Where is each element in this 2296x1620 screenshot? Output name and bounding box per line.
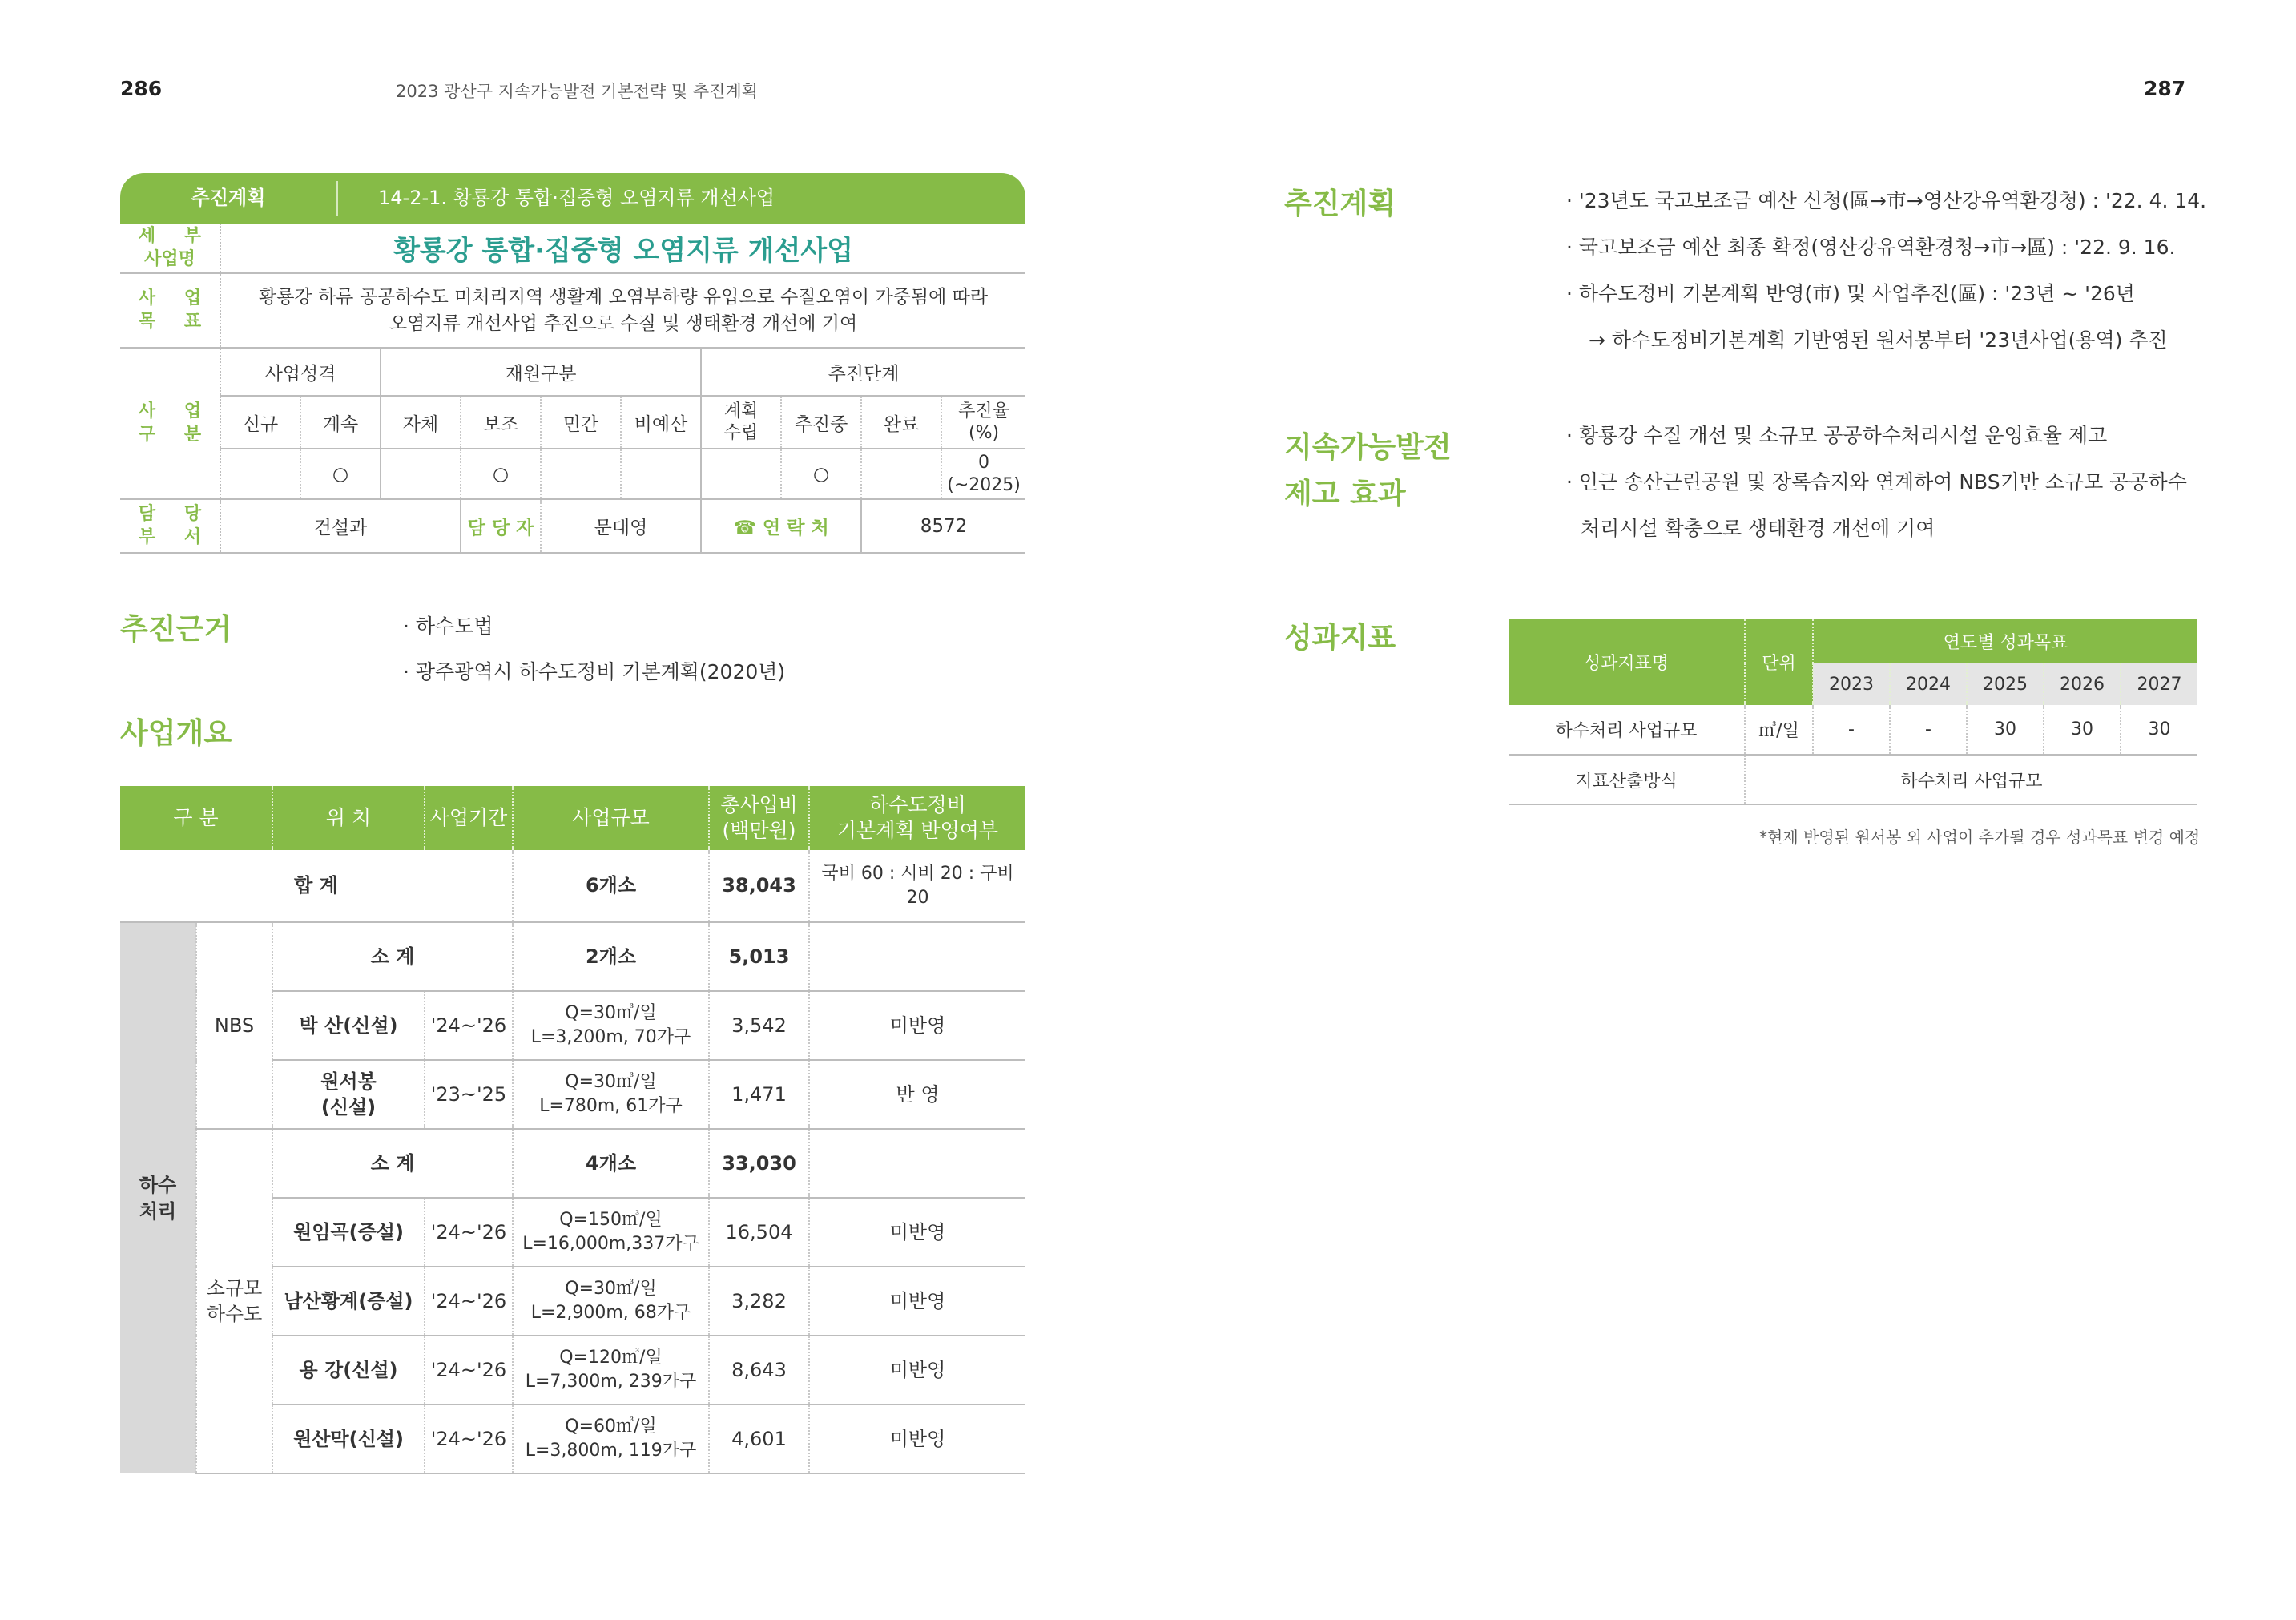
col-self: 자체: [381, 396, 461, 449]
kpi-value: 30: [1967, 705, 2044, 755]
plan-item-4: → 하수도정비기본계획 기반영된 원서봉부터 '23년사업(용역) 추진: [1589, 328, 2168, 352]
basis-item-2: · 광주광역시 하수도정비 기본계획(2020년): [403, 660, 786, 683]
col-complete: 완료: [861, 396, 941, 449]
kpi-year: 2027: [2121, 663, 2197, 705]
nbs-label: NBS: [196, 922, 272, 1129]
nbs-subtotal-row: [120, 922, 1025, 991]
basis-title: 추진근거: [120, 613, 232, 646]
kpi-name: 하수처리 사업규모: [1509, 705, 1745, 755]
classification-label: 사 업 구 분: [120, 348, 220, 499]
effect-item-2: · 인근 송산근린공원 및 장록습지와 연계하여 NBS기반 소규모 공공하수: [1566, 470, 2187, 494]
contact-number: 8572: [861, 499, 1025, 553]
mark-in-progress: ○: [781, 449, 861, 499]
group-stage: 추진단계: [701, 348, 1025, 396]
total-funding-ratio: 국비 60 : 시비 20 : 구비 20: [809, 850, 1025, 922]
kpi-header-target: 연도별 성과목표: [1813, 619, 2197, 663]
project-name-row: [120, 224, 1025, 273]
kpi-table: [1509, 619, 2197, 805]
nbs-subtotal-scale: 2개소: [513, 922, 709, 991]
nbs-subtotal-cost: 5,013: [709, 922, 809, 991]
kpi-year: 2024: [1890, 663, 1967, 705]
kpi-header-row: [1509, 619, 2197, 663]
table-row: 원산막(신설) '24~'26 Q=60㎥/일 L=3,800m, 119가구 4,601 미반영: [120, 1404, 1025, 1473]
col-non-budget: 비예산: [621, 396, 701, 449]
running-head: 2023 광산구 지속가능발전 기본전략 및 추진계획: [396, 82, 758, 101]
kpi-unit: ㎥/일: [1745, 705, 1813, 755]
info-box-header: [120, 173, 1025, 224]
kpi-note: *현재 반영된 원서봉 외 사업이 추가될 경우 성과목표 변경 예정: [1759, 828, 2201, 847]
kpi-title: 성과지표: [1284, 622, 1396, 655]
kpi-method-label: 지표산출방식: [1509, 755, 1745, 804]
manager: 문대영: [541, 499, 701, 553]
mark-private: [541, 449, 621, 499]
mark-non-budget: [621, 449, 701, 499]
mark-new: [220, 449, 300, 499]
overview-header-row: [120, 786, 1025, 850]
group-funding: 재원구분: [381, 348, 701, 396]
table-row: 박 산(신설) '24~'26 Q=30㎥/일 L=3,200m, 70가구 3,542 미반영: [120, 991, 1025, 1060]
nbs-subtotal-label: 소 계: [272, 922, 513, 991]
kpi-value: 30: [2121, 705, 2197, 755]
kpi-method: 하수처리 사업규모: [1745, 755, 2197, 804]
small-subtotal-row: [120, 1129, 1025, 1198]
plan-item-3: · 하수도정비 기본계획 반영(市) 및 사업추진(區) : '23년 ~ '26년: [1566, 282, 2135, 305]
table-row: 원임곡(증설) '24~'26 Q=150㎥/일 L=16,000m,337가구 16,504 미반영: [120, 1198, 1025, 1267]
small-subtotal-cost: 33,030: [709, 1129, 809, 1198]
plan-item-2: · 국고보조금 예산 최종 확정(영산강유역환경청→市→區) : '22. 9. 16.: [1566, 236, 2176, 259]
group-nature: 사업성격: [220, 348, 381, 396]
col-new: 신규: [220, 396, 300, 449]
department-row: [120, 499, 1025, 553]
mark-self: [381, 449, 461, 499]
col-in-progress: 추진중: [781, 396, 861, 449]
col-progress-rate: 추진율 (%): [941, 396, 1025, 449]
header-cost: 총사업비 (백만원): [709, 786, 809, 850]
basis-item-1: · 하수도법: [403, 615, 493, 638]
classification-column-row: [120, 396, 1025, 449]
plan-title: 추진계획: [1284, 187, 1396, 220]
kpi-value: -: [1890, 705, 1967, 755]
small-sewer-label: 소규모 하수도: [196, 1129, 272, 1473]
classification-mark-row: [120, 449, 1025, 499]
kpi-method-row: [1509, 755, 2197, 804]
info-box-table: [120, 224, 1025, 554]
project-name-label: 세 부 사업명: [120, 224, 220, 273]
plan-item-1: · '23년도 국고보조금 예산 신청(區→市→영산강유역환경청) : '22. 4. 14.: [1566, 189, 2207, 212]
total-cost: 38,043: [709, 850, 809, 922]
page-number-right: 287: [2144, 77, 2186, 100]
total-row: [120, 850, 1025, 922]
mark-complete: [861, 449, 941, 499]
table-row: 원서봉 (신설) '23~'25 Q=30㎥/일 L=780m, 61가구 1,471 반 영: [120, 1060, 1025, 1129]
total-scale: 6개소: [513, 850, 709, 922]
small-subtotal-label: 소 계: [272, 1129, 513, 1198]
project-goal: 황룡강 하류 공공하수도 미처리지역 생활계 오염부하량 유입으로 수질오염이 가중됨에 따라 오염지류 개선사업 추진으로 수질 및 생태환경 개선에 기여: [220, 273, 1025, 348]
phone-icon: ☎: [733, 518, 756, 538]
header-period: 사업기간: [425, 786, 513, 850]
project-goal-row: [120, 273, 1025, 348]
col-subsidy: 보조: [461, 396, 541, 449]
project-name: 황룡강 통합·집중형 오염지류 개선사업: [393, 235, 854, 267]
col-planning: 계획 수립: [701, 396, 781, 449]
effect-item-1: · 황룡강 수질 개선 및 소규모 공공하수처리시설 운영효율 제고: [1566, 424, 2108, 447]
kpi-year: 2026: [2044, 663, 2121, 705]
mark-planning: [701, 449, 781, 499]
header-divider: [336, 181, 338, 216]
mark-continuing: ○: [300, 449, 381, 499]
total-label: 합 계: [120, 850, 513, 922]
department: 건설과: [220, 499, 461, 553]
col-private: 민간: [541, 396, 621, 449]
overview-title: 사업개요: [120, 717, 232, 750]
small-subtotal-scale: 4개소: [513, 1129, 709, 1198]
classification-group-row: [120, 348, 1025, 396]
project-goal-label: 사 업 목 표: [120, 273, 220, 348]
header-scale: 사업규모: [513, 786, 709, 850]
effect-title-line1: 지속가능발전: [1284, 431, 1452, 464]
table-row: 남산황계(증설) '24~'26 Q=30㎥/일 L=2,900m, 68가구 3,282 미반영: [120, 1267, 1025, 1336]
kpi-year: 2023: [1813, 663, 1890, 705]
kpi-header-name: 성과지표명: [1509, 619, 1745, 705]
col-continuing: 계속: [300, 396, 381, 449]
department-label: 담 당 부 서: [120, 499, 220, 553]
table-row: 용 강(신설) '24~'26 Q=120㎥/일 L=7,300m, 239가구 8,643 미반영: [120, 1336, 1025, 1404]
category-sewage-treatment: 하수 처리: [120, 922, 196, 1473]
effect-title-line2: 제고 효과: [1284, 478, 1406, 510]
manager-label: 담 당 자: [461, 499, 541, 553]
info-box-header-label: 추진계획: [191, 187, 266, 209]
effect-item-3: 처리시설 확충으로 생태환경 개선에 기여: [1581, 517, 1935, 540]
mark-subsidy: ○: [461, 449, 541, 499]
header-location: 위 치: [272, 786, 425, 850]
header-plan-status: 하수도정비 기본계획 반영여부: [809, 786, 1025, 850]
kpi-value: -: [1813, 705, 1890, 755]
mark-progress-rate: 0 (~2025): [941, 449, 1025, 499]
info-box-header-title: 14-2-1. 황룡강 통합·집중형 오염지류 개선사업: [378, 187, 775, 209]
kpi-year: 2025: [1967, 663, 2044, 705]
overview-table: [120, 786, 1025, 1474]
header-category: 구 분: [120, 786, 272, 850]
contact-label: ☎ 연 락 처: [701, 499, 861, 553]
kpi-data-row: [1509, 705, 2197, 755]
kpi-header-unit: 단위: [1745, 619, 1813, 705]
page-number-left: 286: [120, 77, 163, 100]
kpi-value: 30: [2044, 705, 2121, 755]
